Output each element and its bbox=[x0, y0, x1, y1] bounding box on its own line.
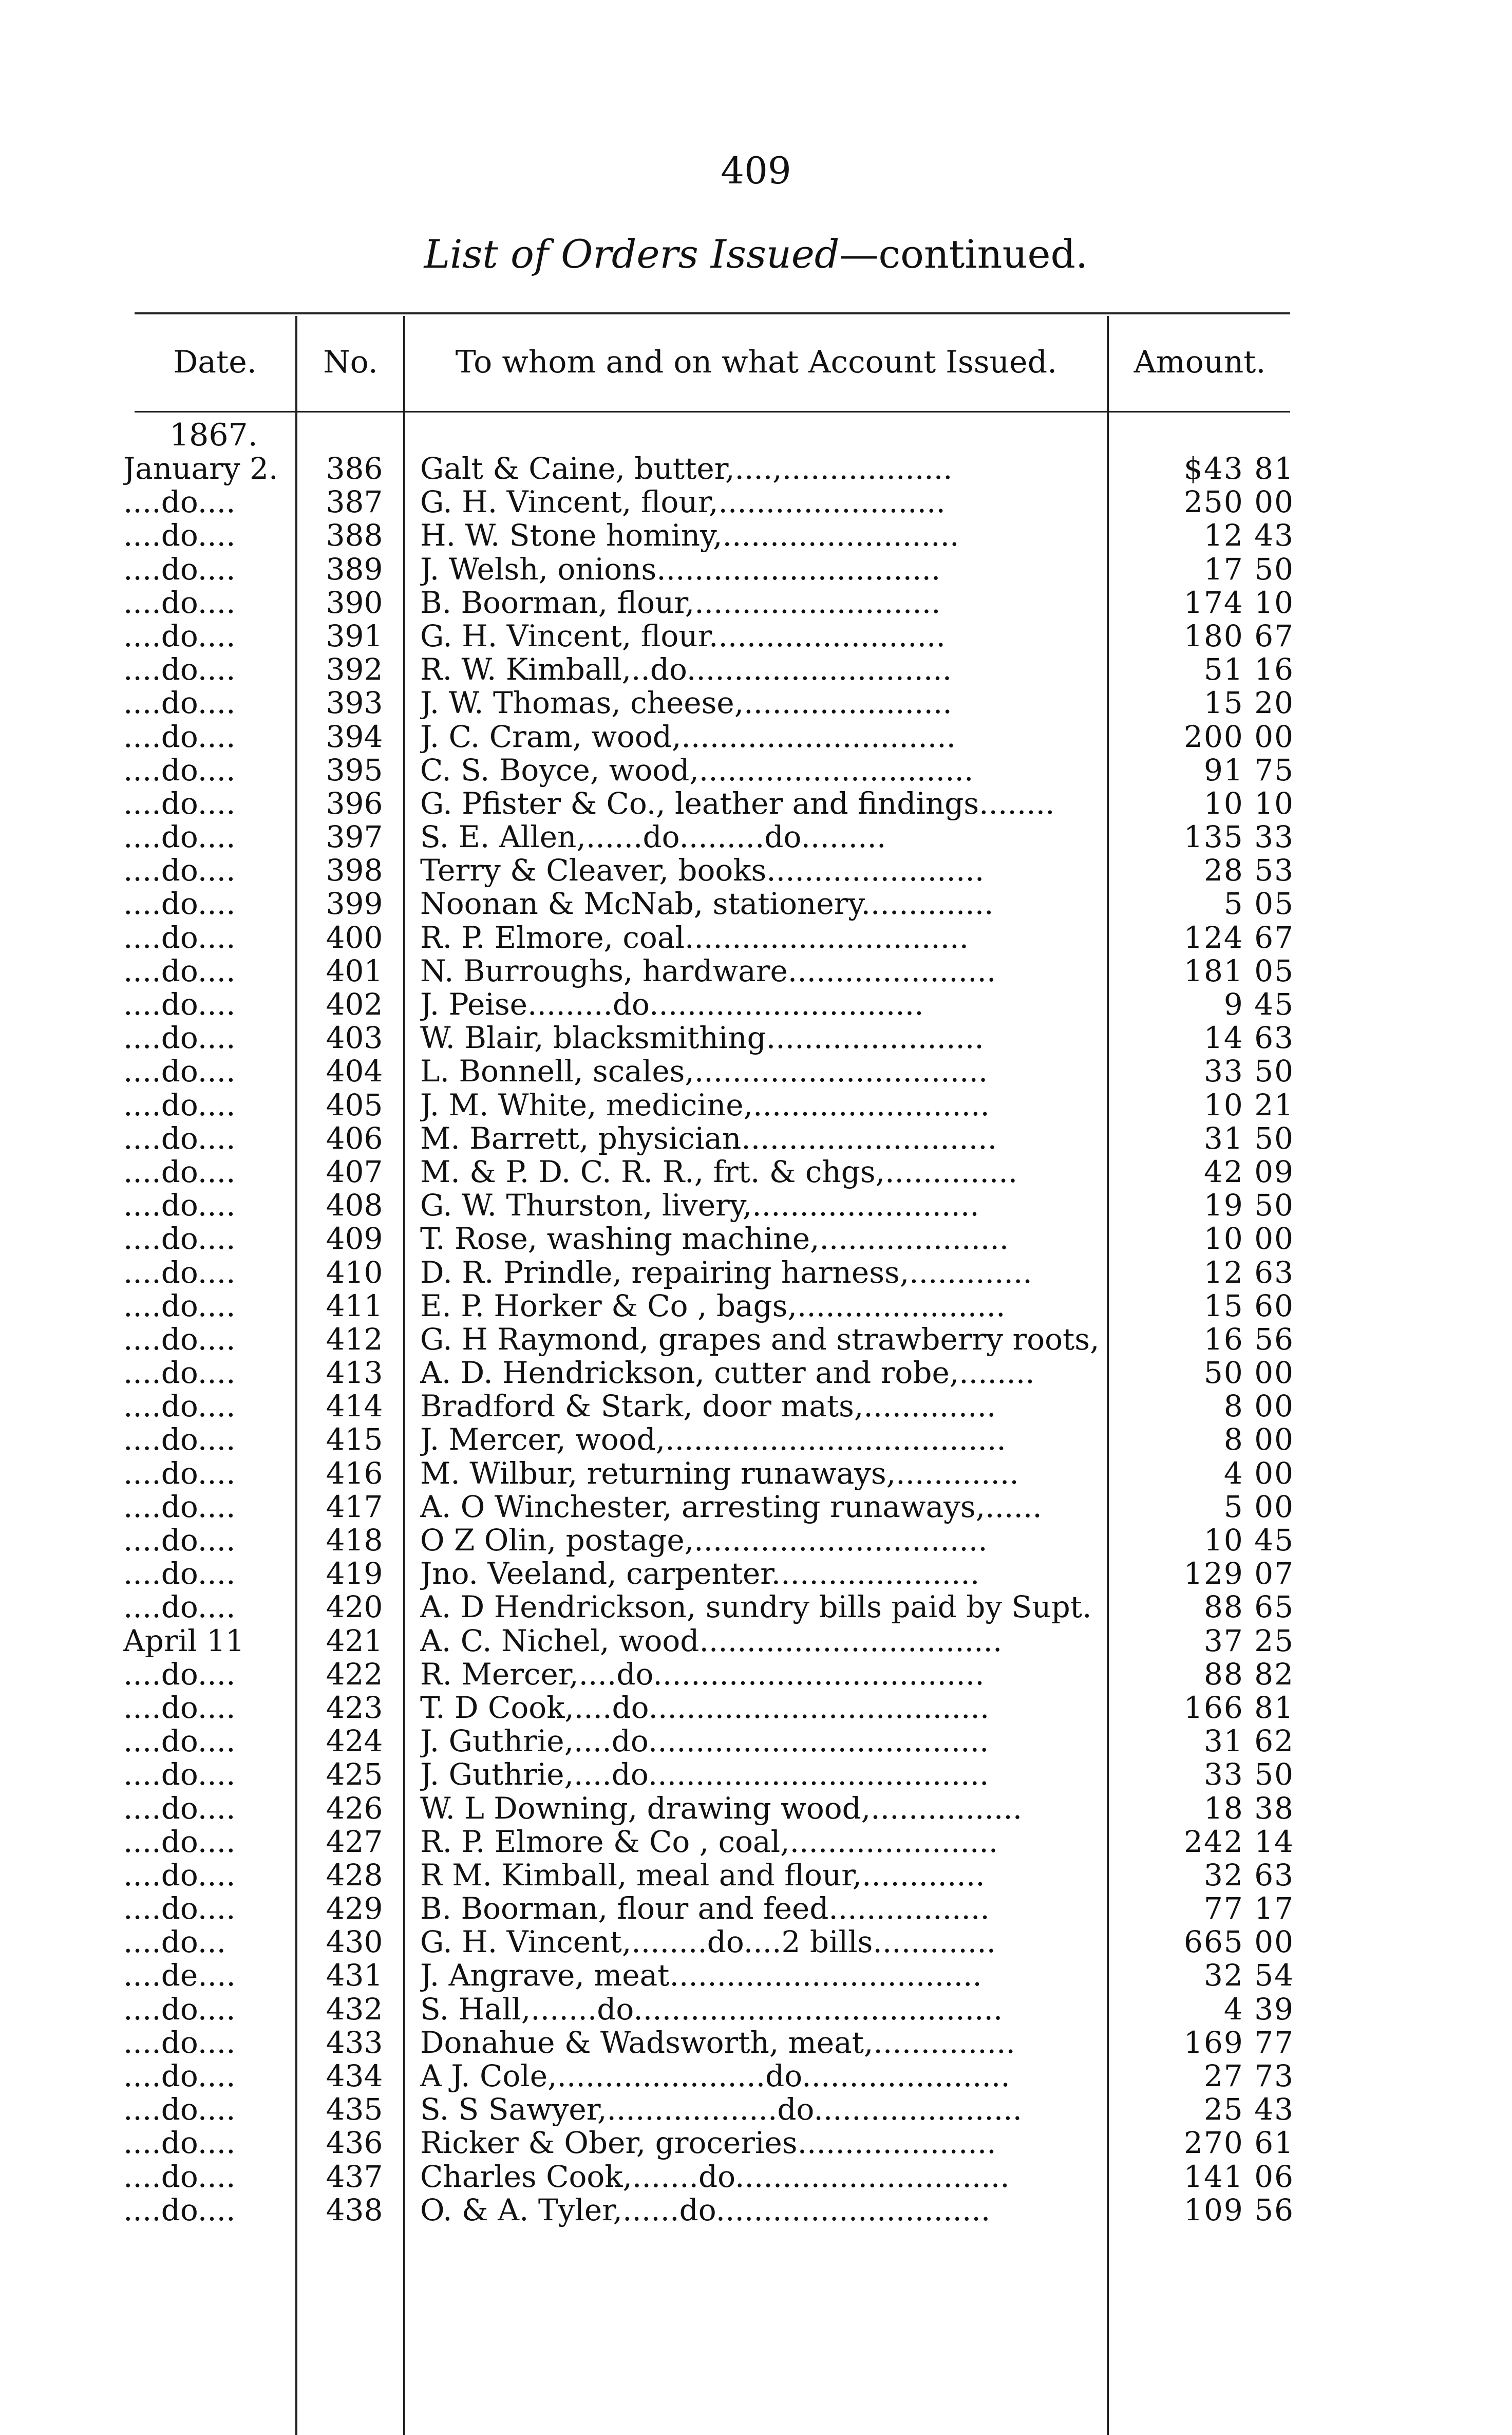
row-number: 403 bbox=[326, 1020, 383, 1056]
row-date: ....do.... bbox=[123, 854, 236, 888]
row-date: ....do.... bbox=[123, 2160, 236, 2194]
table-row bbox=[0, 553, 1512, 586]
page-number: 409 bbox=[721, 149, 791, 192]
row-date: ....do.... bbox=[123, 786, 236, 820]
row-number: 436 bbox=[326, 2125, 383, 2161]
table-row bbox=[0, 1691, 1512, 1725]
table-row bbox=[0, 1356, 1512, 1390]
row-account: C. S. Boyce, wood,............................. bbox=[420, 753, 974, 787]
row-amount: 16 56 bbox=[1203, 1321, 1294, 1357]
row-date: ....do.... bbox=[123, 954, 236, 988]
table-row bbox=[0, 1390, 1512, 1423]
row-date: ....do.... bbox=[123, 1256, 236, 1289]
row-number: 399 bbox=[326, 886, 383, 922]
row-account: L. Bonnell, scales,............................... bbox=[420, 1055, 988, 1089]
row-date: January 2. bbox=[123, 452, 278, 485]
title-italic: List of Orders Issued bbox=[424, 231, 840, 277]
table-row bbox=[0, 1590, 1512, 1624]
row-amount: 42 09 bbox=[1203, 1154, 1294, 1189]
row-account: Bradford & Stark, door mats,.............. bbox=[420, 1390, 996, 1423]
row-account: S. E. Allen,......do.........do......... bbox=[420, 820, 886, 854]
row-number: 388 bbox=[326, 518, 383, 553]
row-amount: 174 10 bbox=[1184, 585, 1294, 620]
table-row bbox=[0, 1155, 1512, 1189]
table-row bbox=[0, 2194, 1512, 2227]
table-row bbox=[0, 954, 1512, 988]
row-amount: 9 45 bbox=[1223, 987, 1294, 1022]
row-date: ....do.... bbox=[123, 485, 236, 519]
row-number: 400 bbox=[326, 920, 383, 955]
table-row bbox=[0, 787, 1512, 820]
table-row bbox=[0, 1423, 1512, 1456]
row-account: J. Guthrie,....do.................................... bbox=[420, 1758, 989, 1792]
table-row bbox=[0, 1457, 1512, 1490]
table-row bbox=[0, 653, 1512, 686]
table-row bbox=[0, 1825, 1512, 1859]
table-row bbox=[0, 485, 1512, 519]
table-row bbox=[0, 2126, 1512, 2160]
row-number: 392 bbox=[326, 652, 383, 687]
row-amount: 17 50 bbox=[1203, 551, 1294, 587]
header-bottom-rule bbox=[135, 411, 1290, 413]
row-number: 398 bbox=[326, 853, 383, 888]
row-amount: 25 43 bbox=[1203, 2092, 1294, 2127]
row-date: ....do.... bbox=[123, 988, 236, 1021]
row-date: ....do.... bbox=[123, 1791, 236, 1825]
row-account: J. Mercer, wood,.................................... bbox=[420, 1423, 1006, 1457]
row-number: 423 bbox=[326, 1690, 383, 1725]
row-number: 397 bbox=[326, 819, 383, 855]
row-date: ....do.... bbox=[123, 1423, 236, 1457]
row-amount: 32 63 bbox=[1203, 1857, 1294, 1893]
row-number: 428 bbox=[326, 1857, 383, 1893]
row-amount: 27 73 bbox=[1203, 2058, 1294, 2093]
row-account: Donahue & Wadsworth, meat,............... bbox=[420, 2026, 1015, 2059]
row-amount: 15 20 bbox=[1203, 685, 1294, 721]
row-amount: 15 60 bbox=[1203, 1288, 1294, 1323]
table-row bbox=[0, 921, 1512, 954]
row-account: J. Guthrie,....do.................................... bbox=[420, 1725, 989, 1758]
table-row bbox=[0, 887, 1512, 921]
row-number: 434 bbox=[326, 2058, 383, 2093]
row-account: R M. Kimball, meal and flour,............. bbox=[420, 1858, 985, 1892]
header-no: No. bbox=[323, 344, 378, 380]
row-number: 415 bbox=[326, 1422, 383, 1457]
row-number: 411 bbox=[326, 1288, 383, 1323]
row-date: ....do.... bbox=[123, 887, 236, 921]
row-account: J. M. White, medicine,......................... bbox=[420, 1088, 990, 1122]
row-number: 395 bbox=[326, 752, 383, 788]
row-number: 437 bbox=[326, 2159, 383, 2194]
row-date: ....do.... bbox=[123, 1524, 236, 1557]
row-amount: 14 63 bbox=[1203, 1020, 1294, 1056]
row-account: N. Burroughs, hardware...................... bbox=[420, 954, 996, 988]
row-date: ....do.... bbox=[123, 1356, 236, 1390]
row-number: 410 bbox=[326, 1254, 383, 1290]
row-account: B. Boorman, flour,.......................... bbox=[420, 586, 941, 620]
year-label: 1867. bbox=[169, 417, 258, 453]
row-amount: 91 75 bbox=[1203, 752, 1294, 788]
row-number: 394 bbox=[326, 719, 383, 754]
row-date: ....do.... bbox=[123, 586, 236, 620]
row-amount: 88 65 bbox=[1203, 1589, 1294, 1625]
row-number: 393 bbox=[326, 685, 383, 721]
row-account: B. Boorman, flour and feed................. bbox=[420, 1892, 990, 1926]
row-account: G. H. Vincent,........do....2 bills............. bbox=[420, 1925, 996, 1959]
row-date: ....do.... bbox=[123, 653, 236, 687]
row-account: A. O Winchester, arresting runaways,...... bbox=[420, 1490, 1042, 1524]
row-account: D. R. Prindle, repairing harness,............. bbox=[420, 1256, 1032, 1289]
row-account: R. W. Kimball,..do............................ bbox=[420, 653, 952, 687]
row-date: ....do.... bbox=[123, 820, 236, 854]
row-date: ....do.... bbox=[123, 1691, 236, 1725]
row-amount: 665 00 bbox=[1184, 1924, 1294, 1960]
table-row bbox=[0, 1524, 1512, 1557]
row-amount: 33 50 bbox=[1203, 1757, 1294, 1792]
row-date: April 11 bbox=[123, 1624, 245, 1658]
row-amount: 166 81 bbox=[1184, 1690, 1294, 1725]
table-row bbox=[0, 1758, 1512, 1791]
row-number: 407 bbox=[326, 1154, 383, 1189]
row-number: 419 bbox=[326, 1556, 383, 1591]
row-number: 429 bbox=[326, 1891, 383, 1926]
row-date: ....do.... bbox=[123, 552, 236, 586]
row-amount: 181 05 bbox=[1184, 953, 1294, 988]
row-account: A J. Cole,......................do...................... bbox=[420, 2059, 1010, 2093]
row-amount: 109 56 bbox=[1184, 2192, 1294, 2227]
row-account: T. Rose, washing machine,.................... bbox=[420, 1222, 1009, 1256]
row-account: O Z Olin, postage,............................... bbox=[420, 1524, 988, 1557]
row-account: S. Hall,.......do....................................... bbox=[420, 1992, 1003, 2026]
row-date: ....do.... bbox=[123, 1121, 236, 1155]
row-account: J. Welsh, onions.............................. bbox=[420, 552, 941, 586]
table-row bbox=[0, 754, 1512, 787]
row-account: A. D. Hendrickson, cutter and robe,........ bbox=[420, 1356, 1035, 1390]
row-amount: 31 50 bbox=[1203, 1120, 1294, 1156]
row-amount: 19 50 bbox=[1203, 1188, 1294, 1223]
row-amount: 10 10 bbox=[1203, 785, 1294, 821]
row-amount: 50 00 bbox=[1203, 1355, 1294, 1391]
row-amount: 8 00 bbox=[1223, 1389, 1294, 1424]
row-account: J. C. Cram, wood,............................. bbox=[420, 720, 956, 754]
row-account: G. W. Thurston, livery,........................ bbox=[420, 1189, 979, 1223]
row-account: J. Peise.........do............................. bbox=[420, 988, 924, 1021]
row-account: G. H Raymond, grapes and strawberry roots, bbox=[420, 1322, 1100, 1356]
row-number: 430 bbox=[326, 1924, 383, 1960]
table-row bbox=[0, 1859, 1512, 1892]
row-date: ....do.... bbox=[123, 1657, 236, 1691]
row-date: ....do.... bbox=[123, 1590, 236, 1624]
row-amount: 5 00 bbox=[1223, 1489, 1294, 1524]
table-row bbox=[0, 988, 1512, 1021]
orders-table bbox=[0, 452, 1512, 2227]
row-date: ....do.... bbox=[123, 1390, 236, 1423]
row-account: Noonan & McNab, stationery.............. bbox=[420, 887, 994, 921]
table-row bbox=[0, 1658, 1512, 1691]
row-account: S. S Sawyer,..................do...................... bbox=[420, 2093, 1023, 2127]
row-number: 386 bbox=[326, 451, 383, 486]
row-date: ....do.... bbox=[123, 1725, 236, 1758]
row-number: 438 bbox=[326, 2192, 383, 2227]
row-date: ....do.... bbox=[123, 2193, 236, 2227]
row-account: R. P. Elmore & Co , coal,...................... bbox=[420, 1825, 998, 1859]
row-date: ....do.... bbox=[123, 686, 236, 720]
table-row bbox=[0, 1222, 1512, 1256]
row-account: G. H. Vincent, flour,........................ bbox=[420, 485, 946, 519]
row-date: ....do.... bbox=[123, 1858, 236, 1892]
row-account: J. Angrave, meat................................. bbox=[420, 1959, 982, 1993]
row-number: 390 bbox=[326, 585, 383, 620]
row-number: 418 bbox=[326, 1523, 383, 1558]
table-row bbox=[0, 1289, 1512, 1323]
row-account: O. & A. Tyler,......do............................. bbox=[420, 2193, 991, 2227]
row-date: ....do.... bbox=[123, 1825, 236, 1859]
row-amount: 135 33 bbox=[1184, 819, 1294, 855]
row-amount: 77 17 bbox=[1203, 1891, 1294, 1926]
row-account: Jno. Veeland, carpenter...................... bbox=[420, 1557, 980, 1591]
header-account: To whom and on what Account Issued. bbox=[455, 344, 1057, 380]
row-number: 425 bbox=[326, 1757, 383, 1792]
row-date: ....do.... bbox=[123, 1456, 236, 1490]
row-account: Terry & Cleaver, books....................... bbox=[420, 854, 985, 888]
row-date: ....do.... bbox=[123, 619, 236, 653]
table-row bbox=[0, 1189, 1512, 1222]
table-row bbox=[0, 1557, 1512, 1590]
row-account: Galt & Caine, butter,....,.................. bbox=[420, 452, 953, 485]
row-amount: 88 82 bbox=[1203, 1656, 1294, 1692]
table-row bbox=[0, 1959, 1512, 1992]
row-account: G. H. Vincent, flour......................... bbox=[420, 619, 946, 653]
row-date: ....do.... bbox=[123, 753, 236, 787]
row-number: 401 bbox=[326, 953, 383, 988]
row-amount: 141 06 bbox=[1184, 2159, 1294, 2194]
row-amount: 12 43 bbox=[1203, 518, 1294, 553]
row-number: 433 bbox=[326, 2025, 383, 2060]
table-row bbox=[0, 1725, 1512, 1758]
row-account: M. Barrett, physician........................... bbox=[420, 1121, 997, 1155]
row-number: 404 bbox=[326, 1054, 383, 1089]
row-number: 420 bbox=[326, 1589, 383, 1625]
table-row bbox=[0, 1892, 1512, 1925]
row-account: E. P. Horker & Co , bags,...................... bbox=[420, 1289, 1006, 1323]
row-number: 416 bbox=[326, 1455, 383, 1491]
row-amount: 242 14 bbox=[1184, 1824, 1294, 1859]
row-date: ....do.... bbox=[123, 1155, 236, 1189]
row-amount: 31 62 bbox=[1203, 1724, 1294, 1759]
row-number: 413 bbox=[326, 1355, 383, 1391]
row-date: ....do.... bbox=[123, 1189, 236, 1223]
table-top-rule bbox=[135, 312, 1290, 314]
row-amount: 169 77 bbox=[1184, 2025, 1294, 2060]
table-row bbox=[0, 1021, 1512, 1055]
table-row bbox=[0, 1256, 1512, 1289]
table-row bbox=[0, 2160, 1512, 2194]
row-date: ....do.... bbox=[123, 1557, 236, 1591]
row-number: 414 bbox=[326, 1389, 383, 1424]
row-account: R. Mercer,....do................................... bbox=[420, 1657, 985, 1691]
row-amount: 28 53 bbox=[1203, 853, 1294, 888]
row-number: 432 bbox=[326, 1991, 383, 2027]
row-account: Charles Cook,.......do............................. bbox=[420, 2160, 1010, 2194]
row-amount: 180 67 bbox=[1184, 618, 1294, 653]
row-number: 431 bbox=[326, 1958, 383, 1993]
table-row bbox=[0, 854, 1512, 887]
header-date: Date. bbox=[173, 344, 257, 380]
row-number: 421 bbox=[326, 1623, 383, 1658]
table-row bbox=[0, 1323, 1512, 1356]
row-number: 396 bbox=[326, 785, 383, 821]
header-amount: Amount. bbox=[1133, 344, 1266, 380]
row-amount: 32 54 bbox=[1203, 1958, 1294, 1993]
row-account: A. D Hendrickson, sundry bills paid by Supt. bbox=[420, 1590, 1092, 1624]
row-amount: 10 45 bbox=[1203, 1523, 1294, 1558]
row-amount: 8 00 bbox=[1223, 1422, 1294, 1457]
row-number: 409 bbox=[326, 1221, 383, 1257]
row-account: Ricker & Ober, groceries..................... bbox=[420, 2126, 996, 2160]
table-row bbox=[0, 820, 1512, 854]
row-amount: 250 00 bbox=[1184, 484, 1294, 520]
table-row bbox=[0, 1055, 1512, 1088]
row-date: ....do... bbox=[123, 1925, 226, 1959]
row-date: ....do.... bbox=[123, 519, 236, 553]
row-date: ....do.... bbox=[123, 1322, 236, 1356]
table-row bbox=[0, 720, 1512, 754]
title-continued: —continued. bbox=[839, 231, 1088, 277]
row-number: 402 bbox=[326, 987, 383, 1022]
row-account: H. W. Stone hominy,......................... bbox=[420, 519, 959, 553]
table-row bbox=[0, 1122, 1512, 1155]
table-row bbox=[0, 586, 1512, 620]
row-amount: $43 81 bbox=[1184, 451, 1294, 486]
table-row bbox=[0, 1490, 1512, 1524]
row-amount: 37 25 bbox=[1203, 1623, 1294, 1658]
row-amount: 10 21 bbox=[1203, 1087, 1294, 1122]
row-date: ....do.... bbox=[123, 2093, 236, 2127]
row-amount: 51 16 bbox=[1203, 652, 1294, 687]
row-date: ....do.... bbox=[123, 2059, 236, 2093]
row-number: 422 bbox=[326, 1656, 383, 1692]
row-number: 389 bbox=[326, 551, 383, 587]
row-number: 391 bbox=[326, 618, 383, 653]
row-number: 435 bbox=[326, 2092, 383, 2127]
table-row bbox=[0, 2059, 1512, 2093]
row-number: 406 bbox=[326, 1120, 383, 1156]
row-number: 427 bbox=[326, 1824, 383, 1859]
row-account: M. Wilbur, returning runaways,............. bbox=[420, 1456, 1019, 1490]
row-date: ....do.... bbox=[123, 1289, 236, 1323]
row-account: T. D Cook,....do.................................... bbox=[420, 1691, 990, 1725]
row-date: ....de.... bbox=[123, 1959, 236, 1993]
page-title bbox=[0, 231, 1512, 277]
table-row bbox=[0, 1089, 1512, 1122]
row-date: ....do.... bbox=[123, 1490, 236, 1524]
row-account: J. W. Thomas, cheese,...................... bbox=[420, 686, 952, 720]
table-row bbox=[0, 519, 1512, 552]
table-row bbox=[0, 452, 1512, 485]
table-row bbox=[0, 1993, 1512, 2026]
row-number: 426 bbox=[326, 1790, 383, 1826]
row-date: ....do.... bbox=[123, 921, 236, 954]
table-row bbox=[0, 1624, 1512, 1658]
table-row bbox=[0, 1792, 1512, 1825]
row-amount: 18 38 bbox=[1203, 1790, 1294, 1826]
row-amount: 124 67 bbox=[1184, 920, 1294, 955]
row-account: R. P. Elmore, coal.............................. bbox=[420, 921, 969, 954]
row-date: ....do.... bbox=[123, 1992, 236, 2026]
row-number: 408 bbox=[326, 1188, 383, 1223]
row-date: ....do.... bbox=[123, 1055, 236, 1089]
row-date: ....do.... bbox=[123, 2026, 236, 2059]
row-date: ....do.... bbox=[123, 1088, 236, 1122]
row-date: ....do.... bbox=[123, 1892, 236, 1926]
row-date: ....do.... bbox=[123, 1222, 236, 1256]
row-amount: 5 05 bbox=[1223, 886, 1294, 922]
row-number: 412 bbox=[326, 1321, 383, 1357]
row-account: W. Blair, blacksmithing....................... bbox=[420, 1021, 984, 1055]
table-row bbox=[0, 686, 1512, 720]
row-amount: 200 00 bbox=[1184, 719, 1294, 754]
table-row bbox=[0, 2093, 1512, 2126]
row-amount: 4 00 bbox=[1223, 1455, 1294, 1491]
row-date: ....do.... bbox=[123, 1758, 236, 1792]
row-date: ....do.... bbox=[123, 720, 236, 754]
row-amount: 33 50 bbox=[1203, 1054, 1294, 1089]
table-row bbox=[0, 620, 1512, 653]
row-account: A. C. Nichel, wood................................ bbox=[420, 1624, 1003, 1658]
row-account: G. Pfister & Co., leather and findings........ bbox=[420, 786, 1055, 820]
row-amount: 12 63 bbox=[1203, 1254, 1294, 1290]
row-number: 417 bbox=[326, 1489, 383, 1524]
row-account: M. & P. D. C. R. R., frt. & chgs,.............. bbox=[420, 1155, 1018, 1189]
row-amount: 4 39 bbox=[1223, 1991, 1294, 2027]
row-amount: 10 00 bbox=[1203, 1221, 1294, 1257]
row-amount: 270 61 bbox=[1184, 2125, 1294, 2161]
row-number: 424 bbox=[326, 1724, 383, 1759]
row-amount: 129 07 bbox=[1184, 1556, 1294, 1591]
row-number: 405 bbox=[326, 1087, 383, 1122]
row-account: W. L Downing, drawing wood,................ bbox=[420, 1791, 1023, 1825]
row-number: 387 bbox=[326, 484, 383, 520]
table-row bbox=[0, 2026, 1512, 2059]
table-row bbox=[0, 1925, 1512, 1959]
row-date: ....do.... bbox=[123, 1021, 236, 1055]
row-date: ....do.... bbox=[123, 2126, 236, 2160]
